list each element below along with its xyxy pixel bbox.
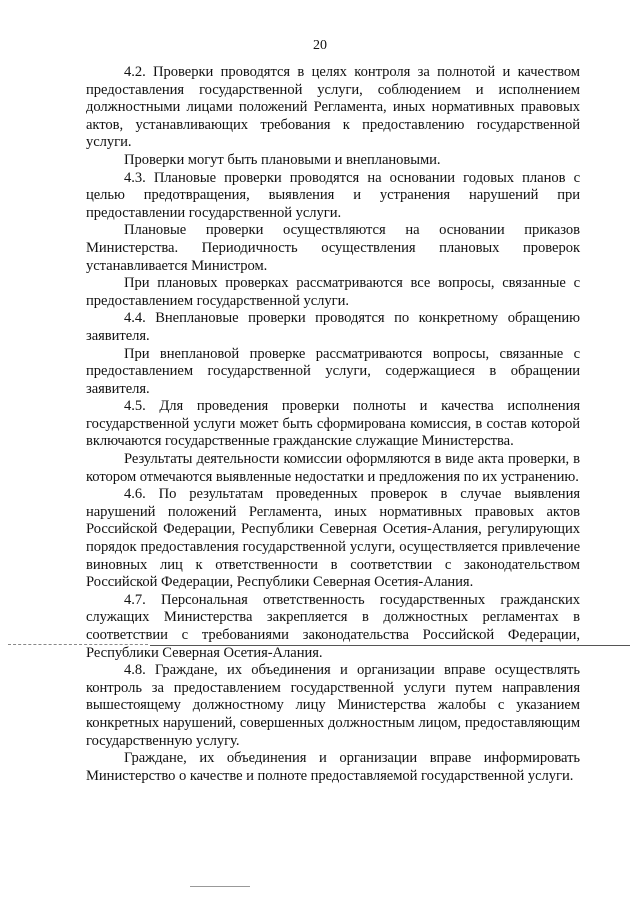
scan-artifact-line [190, 886, 250, 887]
paragraph: При внеплановой проверке рассматриваются вопросы, связанные с предоставлением государственной услуги, содержащиеся в обращении заявителя. [86, 345, 580, 397]
paragraph: Проверки могут быть плановыми и внеплановыми. [124, 151, 441, 168]
document-body [86, 64, 580, 785]
scan-artifact-line [8, 644, 148, 645]
paragraph: 4.3. Плановые проверки проводятся на основании годовых планов с целью предотвращения, выявления и устранения нарушений при предоставлении государственной услуги. [86, 169, 580, 221]
paragraph: Результаты деятельности комиссии оформляются в виде акта проверки, в котором отмечаются выявленные недостатки и предложения по их устранению. [86, 451, 580, 485]
paragraph: 4.4. Внеплановые проверки проводятся по конкретному обращению заявителя. [86, 310, 580, 344]
paragraph: Плановые проверки осуществляются на основании приказов Министерства. Периодичность осуществления плановых проверок устанавливается Министром. [86, 222, 580, 274]
paragraph: 4.5. Для проведения проверки полноты и качества исполнения государственной услуги может быть сформирована комиссия, в состав которой включаются государственные гражданские служащие Министерства. [86, 398, 580, 450]
paragraph: 4.6. По результатам проведенных проверок в случае выявления нарушений положений Регламента, иных нормативных правовых актов Российской Федерации, Республики Северная Осетия-Алания, регулирующих порядок предоставления государственной услуги, осуществляется привлечение виновных лиц к ответственности в соответствии с законодательством Российской Федерации, Республики Северная Осетия-Алания. [86, 486, 580, 591]
paragraph: При плановых проверках рассматриваются все вопросы, связанные с предоставлением государственной услуги. [86, 275, 580, 309]
paragraph: 4.7. Персональная ответственность государственных гражданских служащих Министерства закрепляется в должностных регламентах в соответствии с требованиями законодательства Российской Федерации, Республики Северная Осетия-Алания. [86, 591, 580, 661]
paragraph: 4.2. Проверки проводятся в целях контроля за полнотой и качеством предоставления государственной услуги, соблюдением и исполнением должностными лицами положений Регламента, иных нормативных правовых актов, устанавливающих требования к предоставлению государственной услуги. [86, 64, 580, 151]
scan-artifact-line [150, 645, 630, 646]
page-number: 20 [313, 38, 327, 53]
paragraph: 4.8. Граждане, их объединения и организации вправе осуществлять контроль за предоставлением государственной услуги путем направления вышестоящему должностному лицу Министерства жалобы с указанием конкретных нарушений, совершенных должностным лицом, предоставляющим государственную услугу. [86, 662, 580, 749]
paragraph: Граждане, их объединения и организации вправе информировать Министерство о качестве и полноте предоставляемой государственной услуги. [86, 750, 580, 784]
